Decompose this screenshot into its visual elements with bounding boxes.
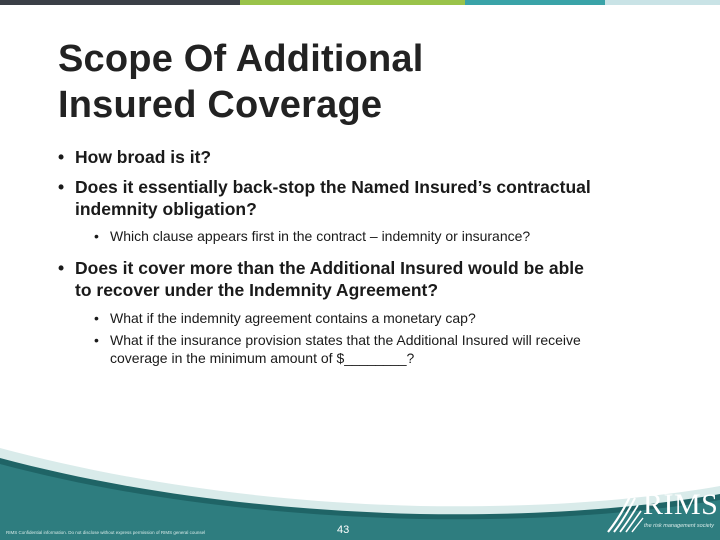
- bar-segment-light: [605, 0, 720, 5]
- bullet-text-line-1: • Does it cover more than the Additional Insured would be able: [75, 258, 584, 278]
- slide-title-line-2: Insured Coverage: [58, 84, 383, 126]
- subbullet-text: What if the indemnity agreement contains a monetary cap?: [110, 310, 476, 326]
- subbullet-monetary-cap: [58, 309, 698, 327]
- rims-logo: [604, 488, 719, 536]
- subbullet-dot: •: [94, 228, 99, 244]
- subbullet-text-line-2: coverage in the minimum amount of $________?: [110, 350, 415, 366]
- subbullet-which-clause: [58, 227, 698, 245]
- bar-segment-teal: [465, 0, 605, 5]
- slide-title: [58, 36, 678, 128]
- bullet-back-stop: [58, 176, 698, 220]
- bullet-text-line-1: • Does it essentially back-stop the Named Insured’s contractual: [75, 177, 591, 197]
- bullet-text: • How broad is it?: [75, 147, 212, 167]
- bar-segment-green: [240, 0, 465, 5]
- subbullet-text: Which clause appears first in the contract – indemnity or insurance?: [110, 228, 531, 244]
- subbullet-text-line-1: What if the insurance provision states that the Additional Insured will receive: [110, 332, 581, 348]
- bullet-how-broad: [58, 146, 698, 168]
- rims-logo-mark-icon: [604, 488, 644, 534]
- bullet-text-line-2: to recover under the Indemnity Agreement?: [75, 280, 439, 300]
- bullet-cover-more: [58, 257, 698, 301]
- subbullet-minimum-amount: [58, 331, 698, 367]
- slide-body: [58, 146, 698, 367]
- top-color-bar: [0, 0, 720, 5]
- subbullet-dot: •: [94, 310, 99, 326]
- subbullet-dot: •: [94, 332, 99, 348]
- confidential-notice: RIMS Confidential information. Do not disclose without express permission of RIMS general counsel: [6, 530, 206, 535]
- page-number: 43: [337, 524, 350, 536]
- slide-title-line-1: Scope Of Additional: [58, 38, 424, 80]
- bar-segment-dark: [0, 0, 240, 5]
- rims-logo-text: RIMS: [643, 488, 719, 521]
- bullet-text-line-2: indemnity obligation?: [75, 199, 257, 219]
- rims-logo-tagline: the risk management society: [644, 523, 715, 529]
